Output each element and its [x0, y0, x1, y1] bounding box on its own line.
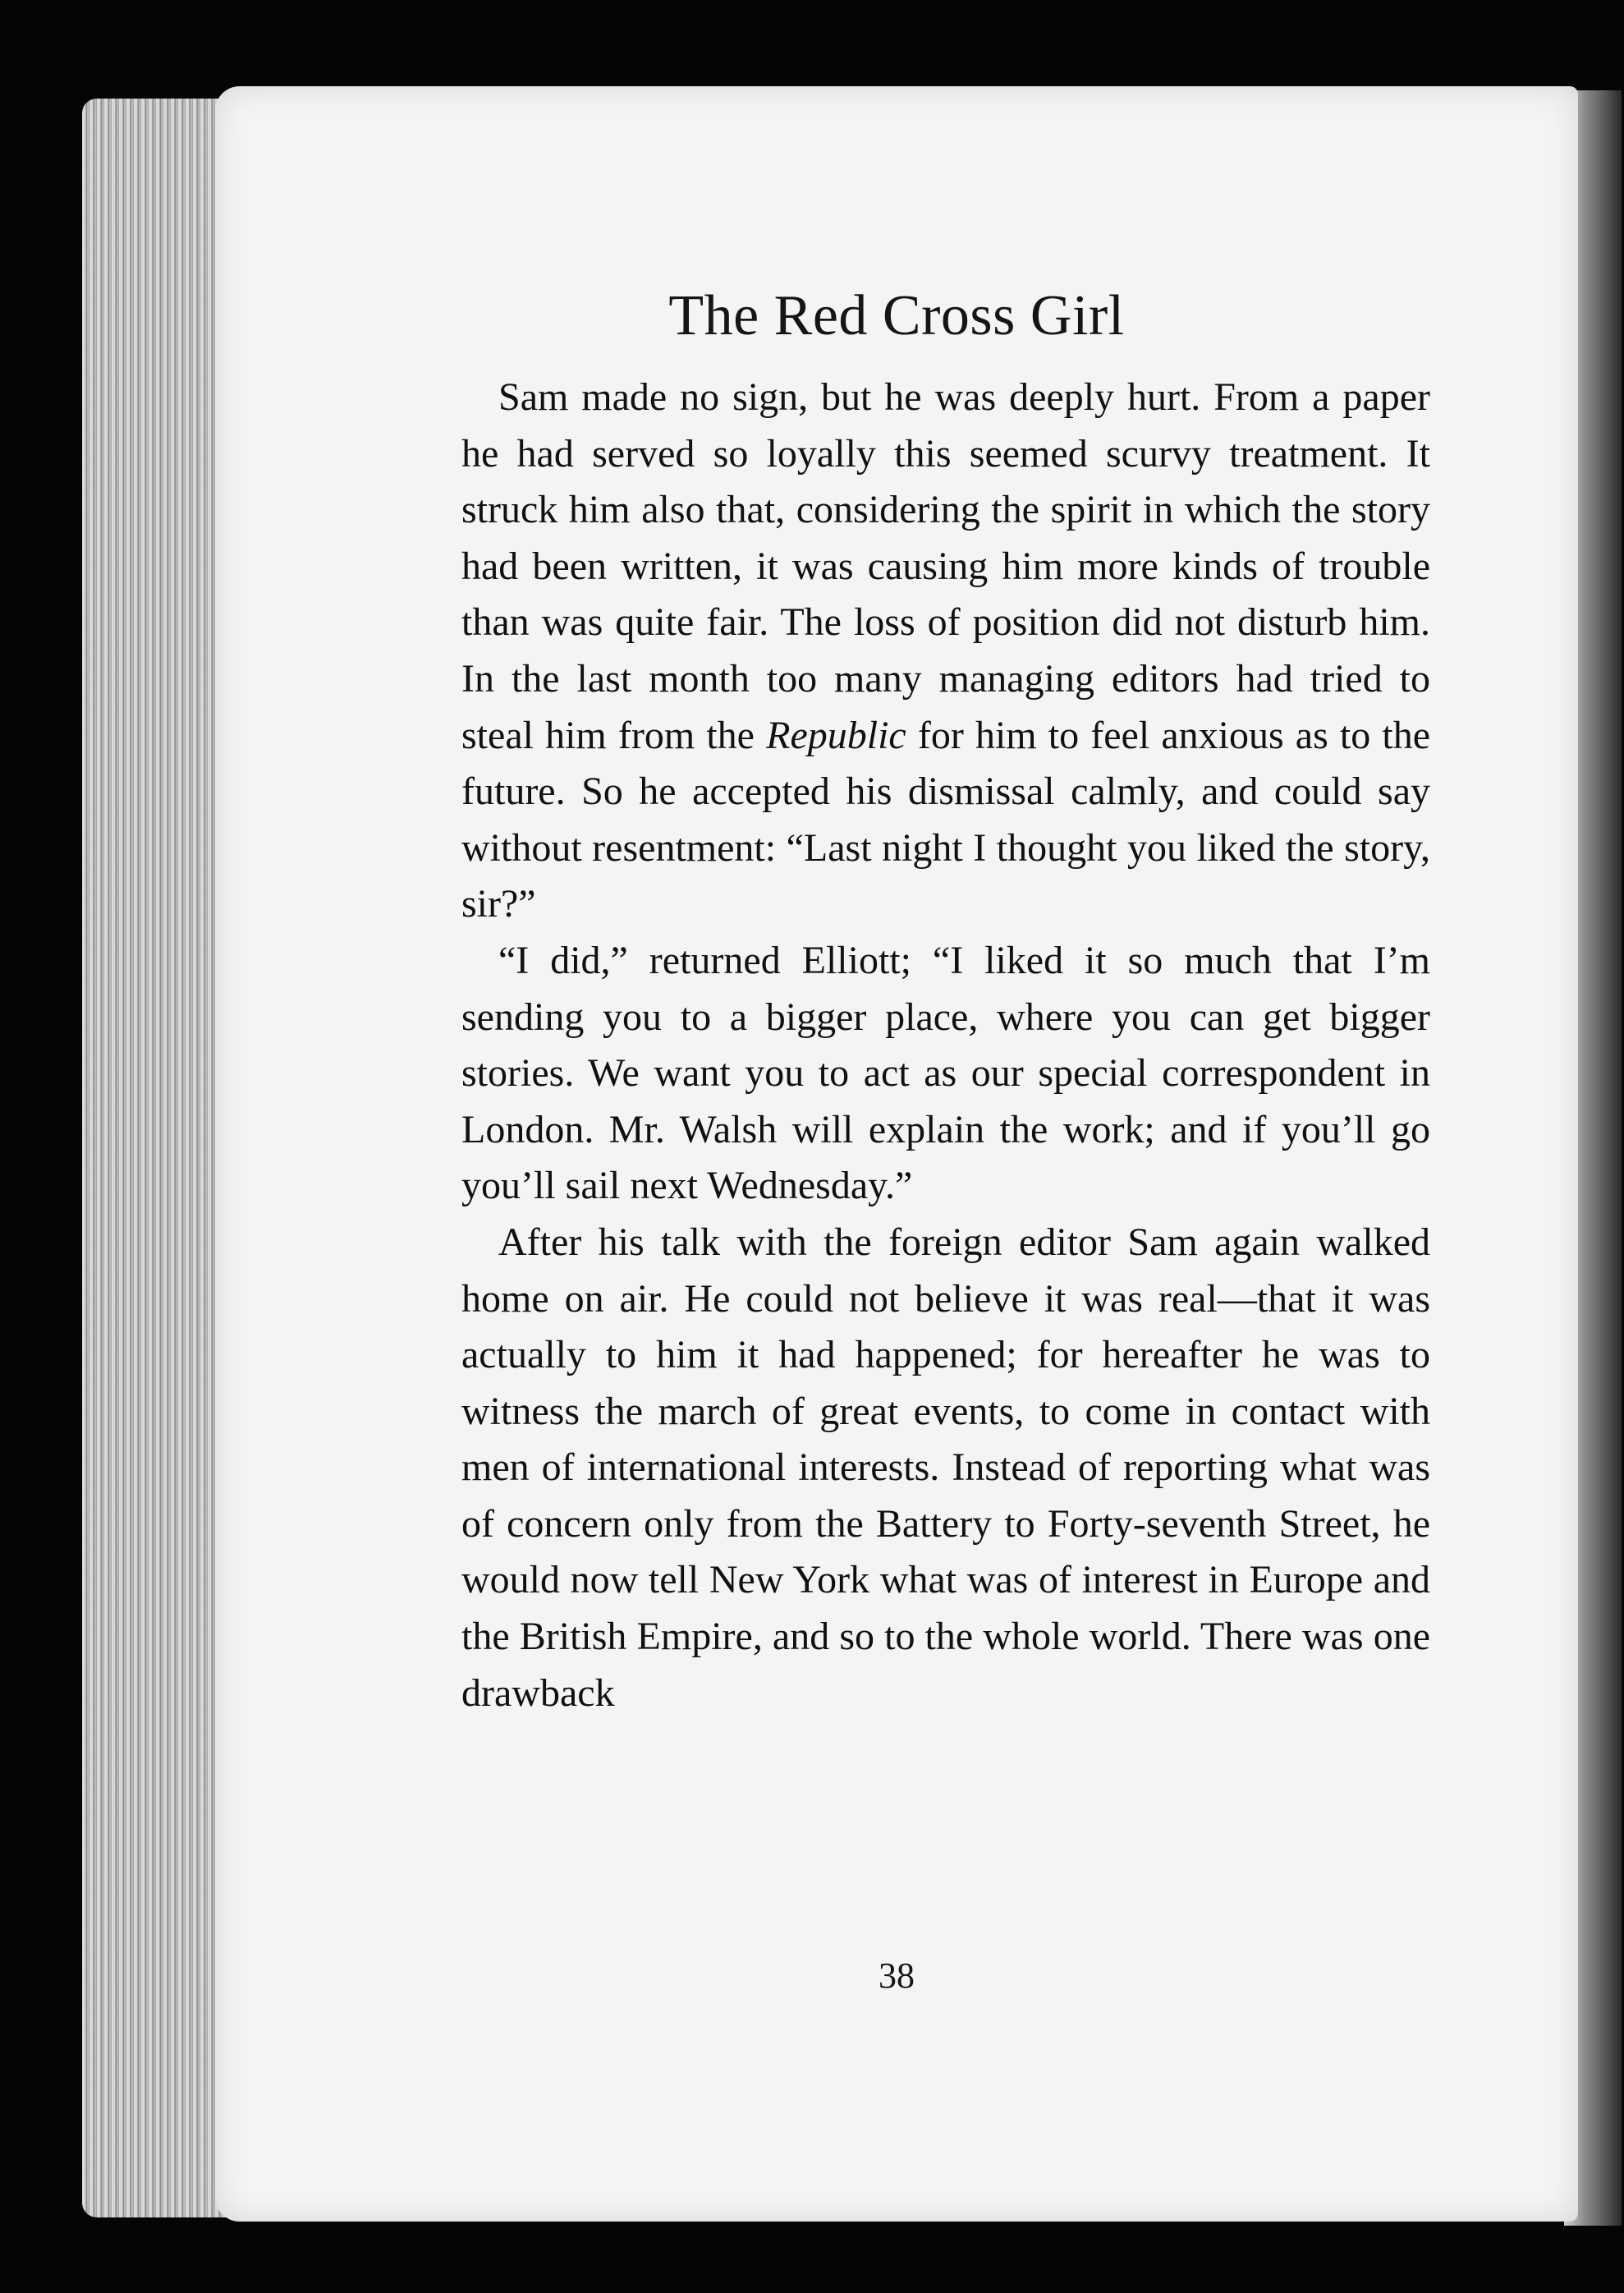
paragraph-1-text-before: Sam made no sign, but he was deeply hurt. From a paper he had served so loyally this seemed scurvy treatment. It struck him also that, considering the spirit in which the story had been written, it was causing him more kinds of trouble than was quite fair. The loss of position did not disturb him. In the last month too many managing editors had tried to steal him from the — [461, 375, 1430, 757]
body-text — [461, 370, 1430, 1721]
newspaper-title: Republic — [766, 713, 906, 757]
page-number: 38 — [879, 1955, 915, 1996]
paragraph-1-text-after: for him to feel anxious as to the future. So he accepted his dismissal calmly, and could say without resentment: “Last night I thought you liked the story, sir?” — [461, 713, 1431, 926]
running-header: The Red Cross Girl — [668, 284, 1125, 347]
book-page — [215, 86, 1578, 2222]
paragraph-2: “I did,” returned Elliott; “I liked it so much that I’m sending you to a bigger place, where you can get bigger stories. We want you to act as our special correspondent in London. Mr. Walsh will explain the work; and if you’ll go you’ll sail next Wednesday.” — [461, 938, 1430, 1208]
paragraph-1 — [461, 370, 1430, 933]
paragraph-3: After his talk with the foreign editor Sam again walked home on air. He could not believe it was real—that it was actually to him it had happened; for hereafter he was to witness the march of great events, to come in contact with men of international interests. Instead of reporting what was of concern only from the Battery to Forty-seventh Street, he would now tell New York what was of interest in Europe and the British Empire, and so to the whole world. There was one drawback — [461, 1220, 1430, 1715]
